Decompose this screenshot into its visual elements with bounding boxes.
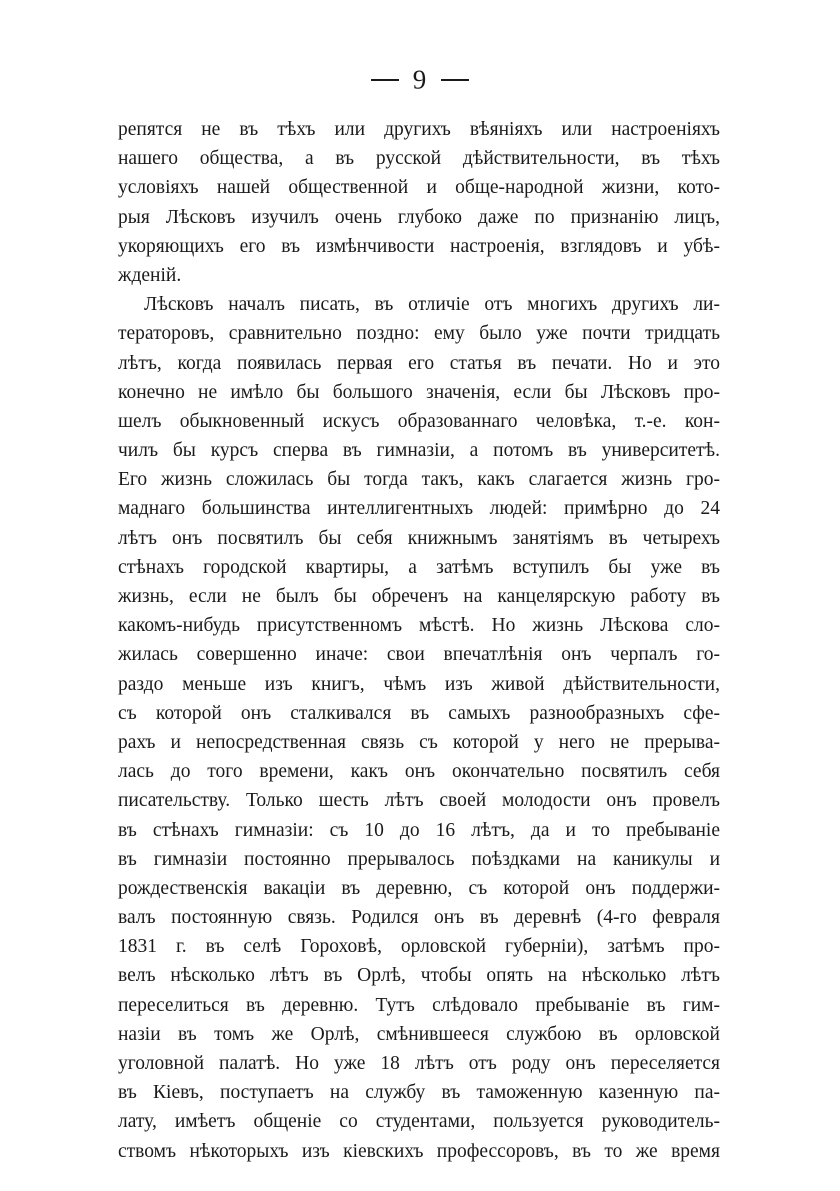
text-line: велъ нѣсколько лѣтъ въ Орлѣ, чтобы опять на нѣсколько лѣтъ [118, 965, 720, 987]
text-line: валъ постоянную связь. Родился онъ въ деревнѣ (4-го февраля [118, 907, 720, 929]
paragraph-1 [118, 115, 720, 290]
text-line: лату, имѣетъ общеніе со студентами, пользуется руководитель- [118, 1111, 720, 1133]
text-line: жденій. [118, 264, 182, 286]
text-line: репятся не въ тѣхъ или другихъ вѣяніяхъ или настроеніяхъ [118, 119, 720, 140]
text-line: укоряющихъ его въ измѣнчивости настроенія, взглядовъ и убѣ- [118, 235, 720, 257]
text-line: въ гимназіи постоянно прерывалось поѣздками на каникулы и [118, 848, 720, 870]
text-line: Его жизнь сложилась бы тогда такъ, какъ слагается жизнь гро- [118, 469, 720, 491]
text-line: уголовной палатѣ. Но уже 18 лѣтъ отъ роду онъ переселяется [118, 1053, 720, 1074]
text-line: тераторовъ, сравнительно поздно: ему было уже почти тридцать [118, 323, 720, 345]
page-number: 9 [412, 64, 428, 95]
text-line: ствомъ нѣкоторыхъ изъ кіевскихъ профессоровъ, въ то же время [118, 1140, 720, 1162]
text-line: конечно не имѣло бы большого значенія, если бы Лѣсковъ про- [118, 381, 720, 403]
text-line: 1831 г. въ селѣ Гороховѣ, орловской губерніи), затѣмъ про- [118, 936, 720, 958]
text-line: въ Кіевъ, поступаетъ на службу въ таможенную казенную па- [118, 1082, 720, 1104]
text-line: рахъ и непосредственная связь съ которой у него не прерыва- [118, 731, 720, 753]
text-line: Лѣсковъ началъ писать, въ отличіе отъ многихъ другихъ ли- [144, 294, 720, 316]
body-text [118, 115, 720, 1166]
text-line: маднаго большинства интеллигентныхъ людей: примѣрно до 24 [118, 498, 720, 520]
paragraph-2 [118, 290, 720, 1166]
left-dash [371, 79, 399, 81]
text-line: писательству. Только шесть лѣтъ своей молодости онъ провелъ [118, 790, 720, 812]
text-line: жизнь, если не былъ бы обреченъ на канцелярскую работу въ [118, 586, 720, 607]
text-line: съ которой онъ сталкивался въ самыхъ разнообразныхъ сфе- [118, 702, 720, 724]
text-line: нашего общества, а въ русской дѣйствительности, въ тѣхъ [118, 148, 720, 170]
page-number-header [0, 62, 840, 95]
text-line: раздо меньше изъ книгъ, чѣмъ изъ живой дѣйствительности, [118, 673, 720, 695]
text-line: чилъ бы курсъ сперва въ гимназіи, а потомъ въ университетѣ. [118, 440, 720, 462]
text-line: лѣтъ, когда появилась первая его статья въ печати. Но и это [118, 352, 720, 374]
text-line: назіи въ томъ же Орлѣ, смѣнившееся службою въ орловской [118, 1023, 720, 1045]
text-line: условіяхъ нашей общественной и обще-народной жизни, кото- [118, 177, 720, 199]
text-line: переселиться въ деревню. Тутъ слѣдовало пребываніе въ гим- [118, 994, 720, 1016]
text-line: шелъ обыкновенный искусъ образованнаго человѣка, т.-е. кон- [118, 410, 720, 432]
text-line: стѣнахъ городской квартиры, а затѣмъ вступилъ бы уже въ [118, 556, 720, 578]
text-line: жилась совершенно иначе: свои впечатлѣнія онъ черпалъ го- [118, 644, 720, 666]
text-line: какомъ-нибудь присутственномъ мѣстѣ. Но жизнь Лѣскова сло- [118, 615, 720, 637]
text-line: лѣтъ онъ посвятилъ бы себя книжнымъ занятіямъ въ четырехъ [118, 527, 720, 549]
right-dash [441, 79, 469, 81]
text-line: въ стѣнахъ гимназіи: съ 10 до 16 лѣтъ, да и то пребываніе [118, 819, 720, 841]
text-line: рыя Лѣсковъ изучилъ очень глубоко даже по признанію лицъ, [118, 206, 720, 228]
text-line: рождественскія вакаціи въ деревню, съ которой онъ поддержи- [118, 877, 720, 899]
text-line: лась до того времени, какъ онъ окончательно посвятилъ себя [118, 761, 720, 783]
